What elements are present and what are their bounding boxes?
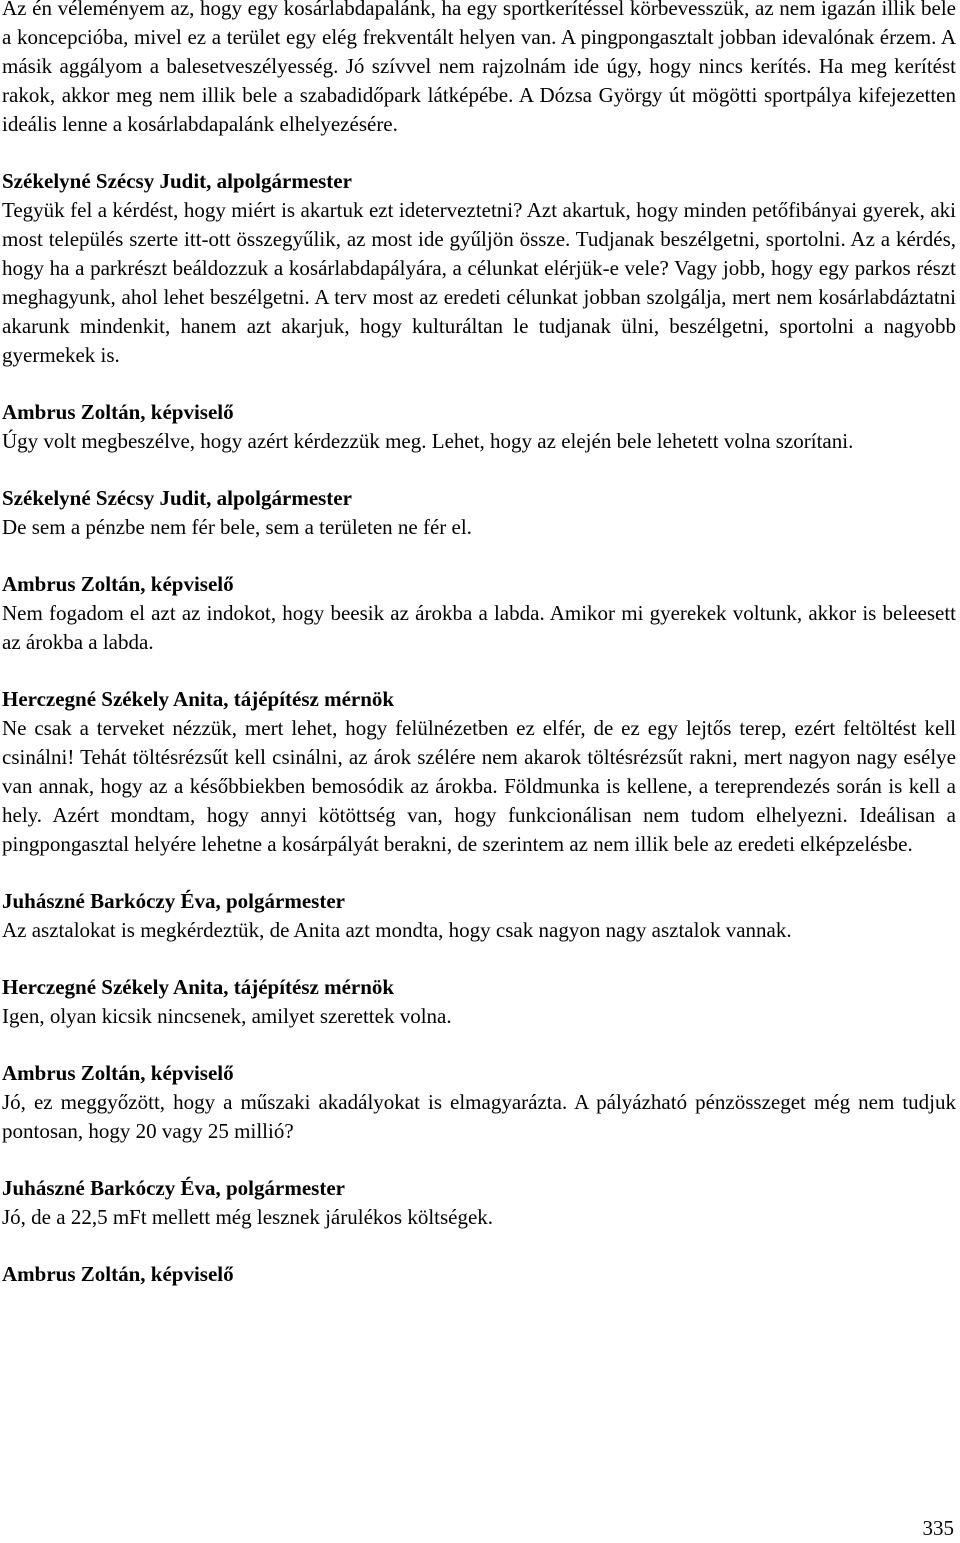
- statement-text: Tegyük fel a kérdést, hogy miért is akartuk ezt ideterveztetni? Azt akartuk, hogy minden petőfibányai gyerek, aki most település szerte itt-ott összegyűlik, az most ide gyűljön össze. Tudjanak beszélgetni, sportolni. Az a kérdés, hogy ha a parkrészt beáldozzuk a kosárlabdapályára, a célunkat elérjük-e vele? Vagy jobb, hogy egy parkos részt meghagyunk, ahol lehet beszélgetni. A terv most az eredeti célunkat jobban szolgálja, mert nem kosárlabdáztatni akarunk mindenkit, hanem azt akarjuk, hogy kulturáltan le tudjanak ülni, beszélgetni, sportolni a nagyobb gyermekek is.: [2, 198, 956, 367]
- statement-block: [2, 973, 956, 1031]
- statement-block: [2, 1260, 956, 1289]
- statement-block: [2, 0, 956, 139]
- minutes-body: [2, 0, 956, 1317]
- statement-block: [2, 484, 956, 542]
- page-number: 335: [922, 1516, 954, 1540]
- speaker-name: Székelyné Szécsy Judit, alpolgármester: [2, 169, 352, 193]
- statement-text: Nem fogadom el azt az indokot, hogy beesik az árokba a labda. Amikor mi gyerekek voltunk, akkor is beleesett az árokba a labda.: [2, 601, 956, 654]
- statement-block: [2, 887, 956, 945]
- speaker-name: Ambrus Zoltán, képviselő: [2, 1061, 234, 1085]
- statement-block: [2, 167, 956, 370]
- statement-block: [2, 685, 956, 859]
- statement-text: Igen, olyan kicsik nincsenek, amilyet szerettek volna.: [2, 1004, 452, 1028]
- statement-text: Jó, de a 22,5 mFt mellett még lesznek járulékos költségek.: [2, 1205, 494, 1229]
- speaker-name: Herczegné Székely Anita, tájépítész mérnök: [2, 687, 395, 711]
- statement-text: Az asztalokat is megkérdeztük, de Anita azt mondta, hogy csak nagyon nagy asztalok vannak.: [2, 918, 792, 942]
- statement-text: Jó, ez meggyőzött, hogy a műszaki akadályokat is elmagyarázta. A pályázható pénzösszeget még nem tudjuk pontosan, hogy 20 vagy 25 millió?: [2, 1090, 956, 1143]
- speaker-name: Juhászné Barkóczy Éva, polgármester: [2, 889, 345, 913]
- statement-block: [2, 1174, 956, 1232]
- speaker-name: Juhászné Barkóczy Éva, polgármester: [2, 1176, 345, 1200]
- speaker-name: Ambrus Zoltán, képviselő: [2, 400, 234, 424]
- speaker-name: Ambrus Zoltán, képviselő: [2, 1262, 234, 1286]
- speaker-name: Székelyné Szécsy Judit, alpolgármester: [2, 486, 352, 510]
- statement-block: [2, 398, 956, 456]
- statement-text: De sem a pénzbe nem fér bele, sem a területen ne fér el.: [2, 515, 472, 539]
- statement-block: [2, 1059, 956, 1146]
- speaker-name: Herczegné Székely Anita, tájépítész mérnök: [2, 975, 395, 999]
- statement-text: Ne csak a terveket nézzük, mert lehet, hogy felülnézetben ez elfér, de ez egy lejtős terep, ezért feltöltést kell csinálni! Tehát töltésrézsűt kell csinálni, az árok szélére nem akarok töltésrézsűt rakni, mert nagyon nagy esélye van annak, hogy az a későbbiekben bemosódik az árokba. Földmunka is kellene, a tereprendezés során is kell a hely. Azért mondtam, hogy annyi kötöttség van, hogy funkcionálisan nem tudom elhelyezni. Ideálisan a pingpongasztal helyére lehetne a kosárpályát berakni, de szerintem az nem illik bele az eredeti elképzelésbe.: [2, 716, 956, 856]
- statement-text: Úgy volt megbeszélve, hogy azért kérdezzük meg. Lehet, hogy az elején bele lehetett volna szorítani.: [2, 429, 854, 453]
- statement-block: [2, 570, 956, 657]
- speaker-name: Ambrus Zoltán, képviselő: [2, 572, 234, 596]
- statement-text: Az én véleményem az, hogy egy kosárlabdapalánk, ha egy sportkerítéssel körbevesszük, az nem igazán illik bele a koncepcióba, mivel ez a terület egy elég frekventált helyen van. A pingpongasztalt jobban idevalónak érzem. A másik aggályom a balesetveszélyesség. Jó szívvel nem rajzolnám ide úgy, hogy nincs kerítés. Ha meg kerítést rakok, akkor meg nem illik bele a szabadidőpark látképébe. A Dózsa György út mögötti sportpálya kifejezetten ideális lenne a kosárlabdapalánk elhelyezésére.: [2, 0, 956, 136]
